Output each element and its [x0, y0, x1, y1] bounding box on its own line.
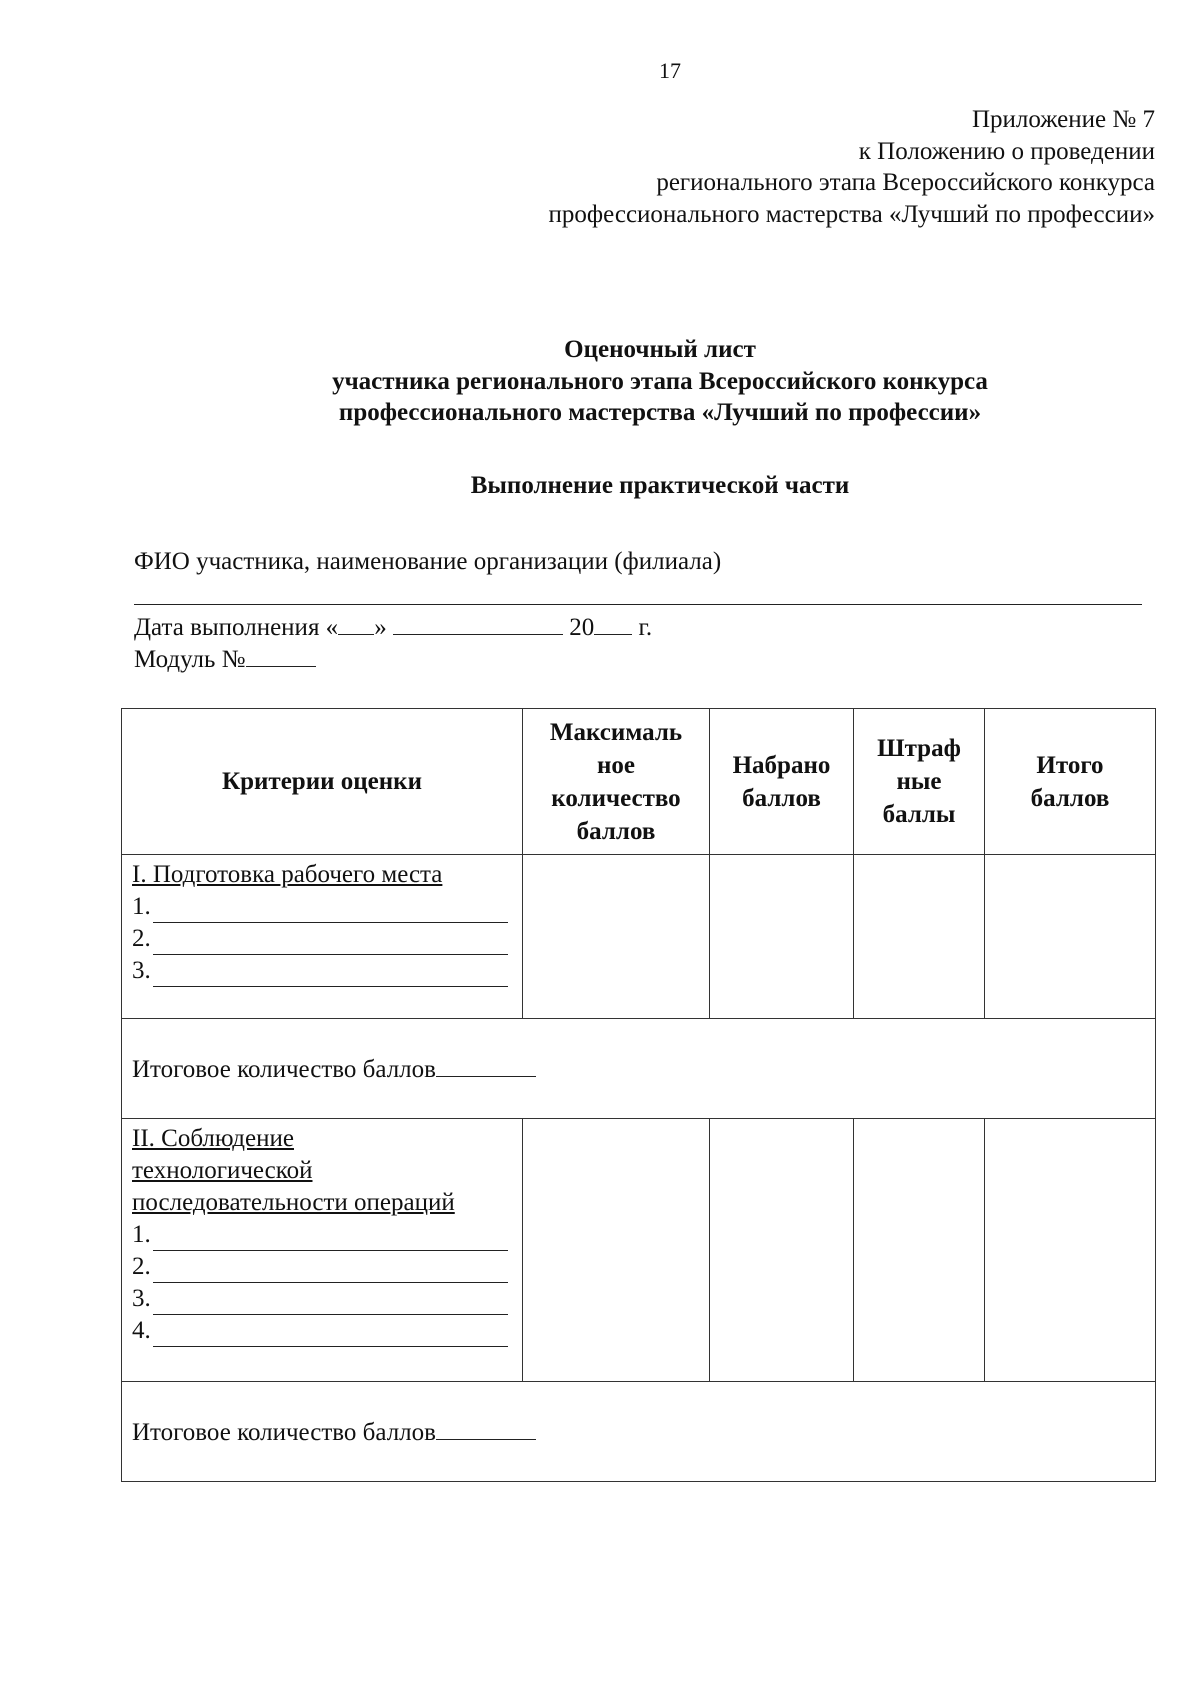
list-item	[132, 1315, 512, 1347]
header-text: Штраф	[877, 735, 961, 762]
header-penalty	[854, 709, 985, 855]
appendix-line: регионального этапа Всероссийского конкурса	[656, 169, 1155, 196]
section2-title: последовательности операций	[132, 1189, 455, 1216]
fio-label: ФИО участника, наименование организации (филиала)	[134, 548, 722, 575]
list-item	[132, 1219, 512, 1251]
item-number: 4.	[132, 1317, 151, 1344]
item-number: 1.	[132, 1221, 151, 1248]
list-item	[132, 1251, 512, 1283]
header-text: Набрано	[732, 751, 831, 779]
item-number: 3.	[132, 957, 151, 984]
appendix-line: профессионального мастерства «Лучший по профессии»	[548, 200, 1155, 228]
section2-title: II. Соблюдение	[132, 1125, 294, 1152]
table-row	[122, 1382, 1156, 1482]
item-blank[interactable]	[153, 962, 508, 987]
header-text: количество	[551, 784, 681, 812]
section1-penalty-cell[interactable]	[854, 855, 985, 1019]
header-total	[985, 709, 1156, 855]
date-row	[134, 612, 652, 642]
header-text: баллов	[742, 784, 821, 812]
item-number: 3.	[132, 1285, 151, 1312]
item-number: 1.	[132, 893, 151, 920]
item-blank[interactable]	[153, 1322, 508, 1347]
date-label: Дата выполнения «	[134, 614, 339, 641]
table-row	[122, 855, 1156, 1019]
item-blank[interactable]	[153, 930, 508, 955]
table-row	[122, 1019, 1156, 1119]
year-suffix: г.	[632, 614, 653, 641]
day-blank[interactable]	[338, 612, 374, 635]
list-item	[132, 1283, 512, 1315]
section2-criteria	[122, 1119, 523, 1382]
evaluation-table	[121, 708, 1156, 1482]
section1-max-cell[interactable]	[523, 855, 710, 1019]
section2-total-cell[interactable]	[985, 1119, 1156, 1382]
list-item	[132, 955, 512, 987]
total-label: Итоговое количество баллов	[132, 1418, 436, 1446]
section-subheading: Выполнение практической части	[470, 472, 850, 499]
header-text: баллов	[1030, 784, 1110, 812]
header-criteria: Критерии оценки	[122, 709, 523, 855]
appendix-line: Приложение № 7	[971, 106, 1155, 133]
title-line: профессионального мастерства «Лучший по профессии»	[338, 399, 982, 426]
item-blank[interactable]	[153, 1258, 508, 1283]
list-item	[132, 923, 512, 955]
header-max-points	[523, 709, 710, 855]
header-text: баллы	[882, 801, 956, 828]
section2-penalty-cell[interactable]	[854, 1119, 985, 1382]
total-blank[interactable]	[436, 1054, 536, 1077]
year-blank[interactable]	[594, 612, 632, 635]
header-text: Максималь	[549, 718, 683, 746]
title-line: Оценочный лист	[564, 336, 756, 363]
section2-title: технологической	[132, 1157, 313, 1184]
header-text: Итого	[1036, 751, 1104, 779]
appendix-line: к Положению о проведении	[858, 137, 1155, 165]
title-line: участника регионального этапа Всероссийского конкурса	[332, 367, 988, 395]
total-row-1	[122, 1019, 1156, 1119]
module-blank[interactable]	[246, 644, 316, 667]
header-text: баллов	[576, 817, 656, 845]
section1-scored-cell[interactable]	[710, 855, 854, 1019]
page-number: 17	[659, 58, 681, 83]
item-number: 2.	[132, 925, 151, 952]
appendix-block	[435, 104, 1155, 230]
table-header-row	[122, 709, 1156, 855]
total-blank[interactable]	[436, 1417, 536, 1440]
item-blank[interactable]	[153, 898, 508, 923]
header-scored	[710, 709, 854, 855]
date-close-quote: »	[374, 614, 387, 641]
module-row	[134, 644, 316, 674]
fio-input-line[interactable]	[134, 604, 1142, 605]
item-number: 2.	[132, 1253, 151, 1280]
document-title	[260, 334, 1060, 429]
item-blank[interactable]	[153, 1290, 508, 1315]
section2-scored-cell[interactable]	[710, 1119, 854, 1382]
total-label: Итоговое количество баллов	[132, 1055, 436, 1083]
table-row	[122, 1119, 1156, 1382]
header-text: ное	[596, 751, 635, 779]
header-text: ные	[896, 768, 942, 795]
section2-max-cell[interactable]	[523, 1119, 710, 1382]
section1-total-cell[interactable]	[985, 855, 1156, 1019]
month-blank[interactable]	[393, 612, 563, 635]
section1-criteria	[122, 855, 523, 1019]
list-item	[132, 891, 512, 923]
item-blank[interactable]	[153, 1226, 508, 1251]
year-prefix: 20	[569, 614, 595, 641]
module-label: Модуль №	[134, 646, 246, 673]
total-row-2	[122, 1382, 1156, 1482]
section1-title: I. Подготовка рабочего места	[132, 861, 443, 888]
